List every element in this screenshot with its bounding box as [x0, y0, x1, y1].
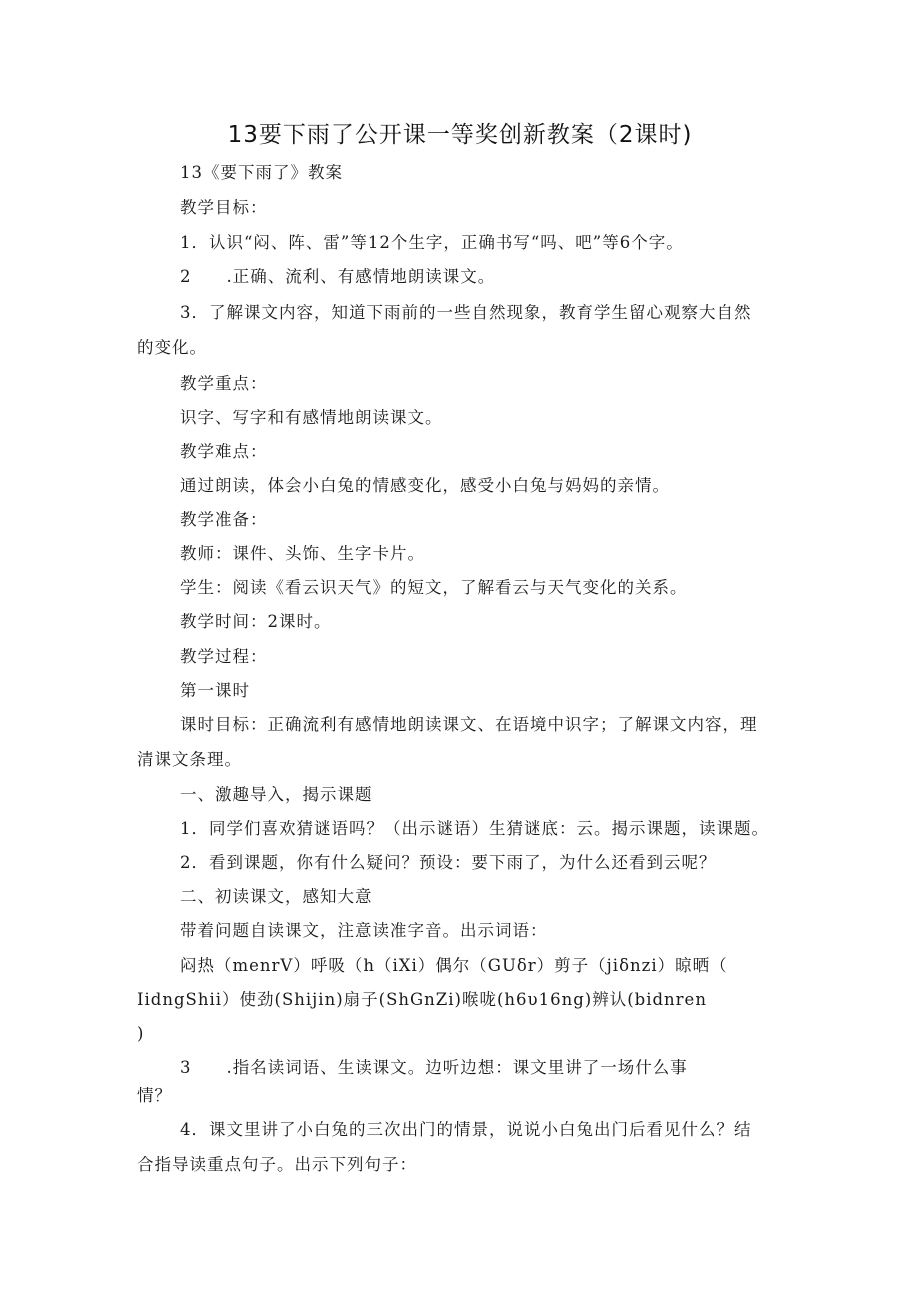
- text-line: 闷热（menrV）呼吸（h（iXi）偶尔（GUδr）剪子（jiδnzi）晾晒（: [180, 956, 728, 975]
- text-line: 一、激趣导入，揭示课题: [180, 785, 373, 804]
- text-line: 识字、写字和有感情地朗读课文。: [180, 408, 443, 427]
- text-line: 教学难点：: [180, 442, 268, 461]
- text-line: 4．课文里讲了小白兔的三次出门的情景，说说小白兔出门后看见什么？结: [180, 1120, 752, 1139]
- text-line: ): [137, 1024, 145, 1043]
- text-line: 通过朗读，体会小白兔的情感变化，感受小白兔与妈妈的亲情。: [180, 476, 670, 495]
- text-line: 的变化。: [137, 338, 207, 357]
- text-line: 教师：课件、头饰、生字卡片。: [180, 544, 425, 563]
- text-line: 13《要下雨了》教案: [180, 163, 343, 182]
- text-line: 教学过程：: [180, 647, 268, 666]
- text-line: 1．认识“闷、阵、雷”等12个生字，正确书写“吗、吧”等6个字。: [180, 233, 684, 252]
- text-line: 2．看到课题，你有什么疑问？预设：要下雨了，为什么还看到云呢？: [180, 853, 717, 872]
- text-line: 合指导读重点句子。出示下列句子：: [137, 1155, 417, 1174]
- text-line: 清课文条理。: [137, 750, 242, 769]
- text-line: 教学目标：: [180, 198, 268, 217]
- text-line: 1．同学们喜欢猜谜语吗？（出示谜语）生猜谜底：云。揭示课题，读课题。: [180, 819, 769, 838]
- text-line: 教学时间：2课时。: [180, 612, 332, 631]
- text-line: 带着问题自读课文，注意读准字音。出示词语：: [180, 921, 548, 940]
- text-line: 课时目标：正确流利有感情地朗读课文、在语境中识字；了解课文内容，理: [180, 715, 758, 734]
- text-line: 2 .正确、流利、有感情地朗读课文。: [180, 267, 496, 286]
- text-line: 二、初读课文，感知大意: [180, 887, 373, 906]
- text-line: 教学准备：: [180, 510, 268, 529]
- text-line: IidngShii）使劲(Shijin)扇子(ShGnZi)喉咙(h6υ16ng)辨认(bidnren: [137, 990, 707, 1009]
- text-line: 教学重点：: [180, 374, 268, 393]
- text-line: 情？: [137, 1086, 172, 1105]
- text-line: 学生：阅读《看云识天气》的短文，了解看云与天气变化的关系。: [180, 578, 688, 597]
- text-line: 第一课时: [180, 681, 250, 700]
- text-line: 3．了解课文内容，知道下雨前的一些自然现象，教育学生留心观察大自然: [180, 303, 752, 322]
- document-title: 13要下雨了公开课一等奖创新教案（2课时): [227, 122, 693, 148]
- text-line: 3 .指名读词语、生读课文。边听边想：课文里讲了一场什么事: [180, 1058, 688, 1077]
